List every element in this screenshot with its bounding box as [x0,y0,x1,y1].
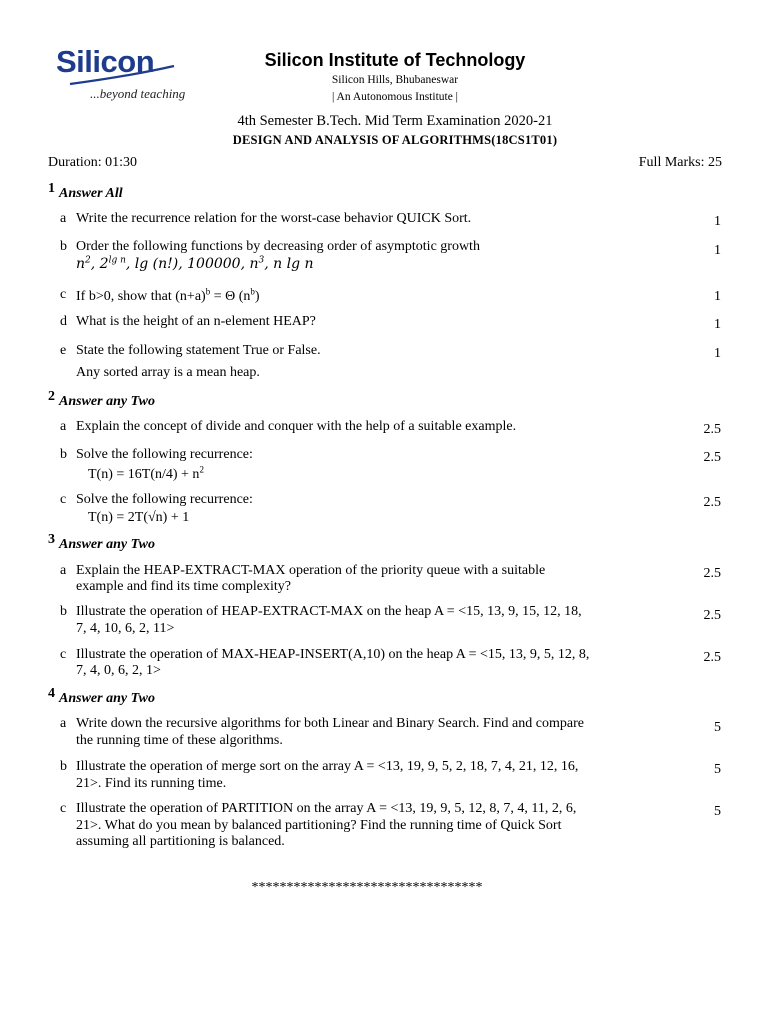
section-title: Answer any Two [59,394,155,409]
question-text-continued: 21>. Find its running time. [76,776,227,791]
logo-text: Silicon [56,44,155,79]
course-title: DESIGN AND ANALYSIS OF ALGORITHMS(18CS1T01) [232,133,558,147]
question-text-continued: 7, 4, 10, 6, 2, 11> [76,621,175,636]
question-marks: 1 [714,346,721,361]
question-marks: 5 [714,762,721,777]
question-label: c [60,492,67,507]
question-text: Order the following functions by decreasing order of asymptotic growth [76,239,480,254]
question-marks: 2.5 [703,608,721,623]
question-text: Illustrate the operation of merge sort on the array A = <13, 19, 9, 5, 2, 18, 7, 4, 21, 12, 16, [76,759,579,774]
question-text-continued: assuming all partitioning is balanced. [76,834,285,849]
question-marks: 1 [714,317,721,332]
question-label: b [60,604,67,619]
question-marks: 2.5 [703,450,721,465]
question-text-continued: 21>. What do you mean by balanced partitioning? Find the running time of Quick Sort [76,818,562,833]
section-title: Answer All [59,186,123,201]
question-marks: 1 [714,214,721,229]
exam-title: 4th Semester B.Tech. Mid Term Examination 2020-21 [237,113,553,129]
recurrence-formula: T(n) = 2T(√n) + 1 [88,510,190,525]
question-text: If b>0, show that $(n+a)^b = \Theta$ $(n^b)$ [76,286,260,304]
question-text: Write down the recursive algorithms for both Linear and Binary Search. Find and compare [76,716,584,731]
question-text-continued: the running time of these algorithms. [76,733,283,748]
question-label: a [60,211,67,226]
question-text: Solve the following recurrence: [76,492,253,507]
section-number: 3 [48,532,55,547]
duration: Duration: 01:30 [48,155,138,170]
section-number: 4 [48,686,55,701]
question-marks: 2.5 [703,422,721,437]
question-label: a [60,419,67,434]
question-label: b [60,447,67,462]
question-marks: 2.5 [703,650,721,665]
question-label: a [60,563,67,578]
institute-status: | An Autonomous Institute | [331,91,458,103]
question-label: c [60,647,67,662]
section-title: Answer any Two [59,537,155,552]
question-text: Explain the HEAP-EXTRACT-MAX operation of the priority queue with a suitable [76,563,546,578]
question-label: c [60,287,67,302]
end-of-paper-separator: ********************************* [251,880,483,895]
question-text-continued: Any sorted array is a mean heap. [76,365,260,380]
question-text-continued: example and find its time complexity? [76,579,291,594]
question-marks: 1 [714,243,721,258]
question-label: d [60,314,67,329]
question-text: Solve the following recurrence: [76,447,253,462]
question-text: Illustrate the operation of MAX-HEAP-INSERT(A,10) on the heap A = <15, 13, 9, 5, 12, 8, [76,647,590,662]
question-marks: 5 [714,720,721,735]
question-marks: 5 [714,804,721,819]
question-text: Illustrate the operation of PARTITION on the array A = <13, 19, 9, 5, 12, 8, 7, 4, 11, 2, 6, [76,801,577,816]
question-text: Illustrate the operation of HEAP-EXTRACT-MAX on the heap A = <15, 13, 9, 15, 12, 18, [76,604,582,619]
question-text: Explain the concept of divide and conquer with the help of a suitable example. [76,419,517,434]
question-label: b [60,239,67,254]
section-number: 1 [48,181,55,196]
recurrence-formula: $T(n) = 16T(n/4) + n^2$ [88,464,204,482]
question-text-continued: 7, 4, 0, 6, 2, 1> [76,663,161,678]
section-number: 2 [48,389,55,404]
asymptotic-functions: $n^2$, $2^{lg n}$, lg (n!), 100000, $n^3$, n lg n [76,255,314,272]
question-text: Write the recurrence relation for the worst-case behavior QUICK Sort. [76,211,472,226]
question-marks: 2.5 [703,495,721,510]
institute-location: Silicon Hills, Bhubaneswar [331,74,459,86]
question-marks: 2.5 [703,566,721,581]
question-marks: 1 [714,289,721,304]
institute-name: Silicon Institute of Technology [264,50,526,70]
question-label: a [60,716,67,731]
logo-tagline: ...beyond teaching [90,86,186,101]
section-title: Answer any Two [59,691,155,706]
question-label: b [60,759,67,774]
question-label: c [60,801,67,816]
question-text: What is the height of an n-element HEAP? [76,314,316,329]
question-label: e [60,343,67,358]
question-text: State the following statement True or False. [76,343,321,358]
full-marks: Full Marks: 25 [638,155,722,170]
